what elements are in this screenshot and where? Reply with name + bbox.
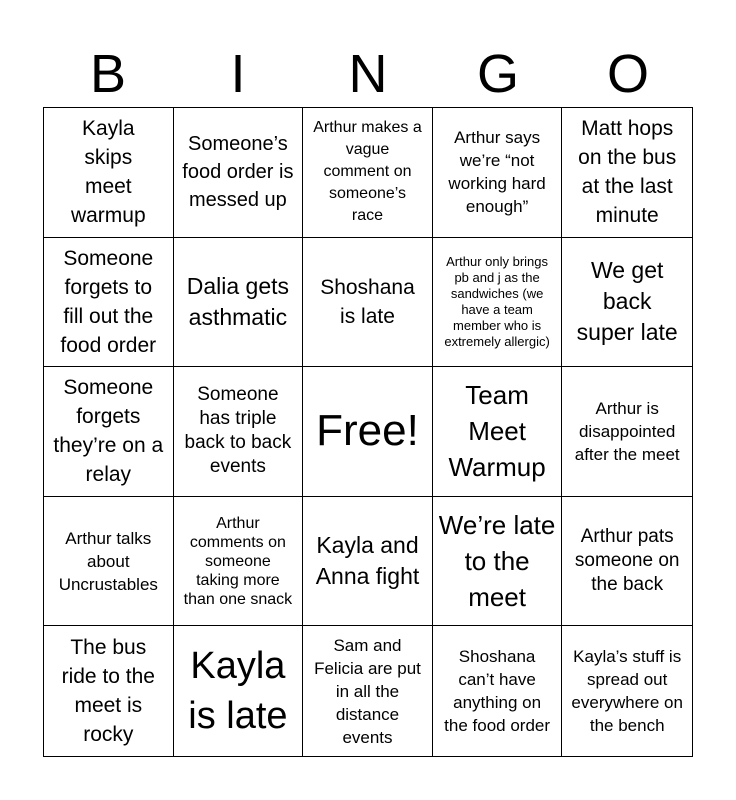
cell-text: Someone’s food order is messed up [182, 133, 294, 212]
bingo-cell[interactable] [433, 108, 563, 238]
bingo-cell[interactable] [433, 367, 563, 497]
cell-text: Shoshana can’t have anything on the food order [444, 647, 551, 736]
cell-text: Matt hops on the bus at the last minute [578, 117, 677, 228]
bingo-cell[interactable] [44, 108, 174, 238]
bingo-cell[interactable] [303, 497, 433, 627]
bingo-cell[interactable] [174, 108, 304, 238]
header-letter-o: O [606, 44, 649, 104]
cell-text: Shoshana is late [320, 275, 415, 328]
bingo-cell[interactable] [562, 497, 692, 627]
cell-text: Arthur talks about Uncrustables [58, 528, 158, 594]
cell-text: Team Meet Warmup [448, 380, 546, 483]
bingo-cell[interactable] [433, 238, 563, 368]
cell-text: Kayla and Anna fight [315, 532, 420, 590]
cell-text: Kayla’s stuff is spread out everywhere on the bench [571, 647, 683, 736]
bingo-header [43, 40, 693, 108]
cell-text: Arthur says we’re “not working hard enough” [448, 128, 546, 217]
cell-text: The bus ride to the meet is rocky [61, 636, 155, 747]
header-letter-n: N [348, 44, 388, 104]
bingo-cell[interactable] [44, 497, 174, 627]
cell-text: Arthur only brings pb and j as the sandwiches (we have a team member who is extremely allergic) [444, 253, 550, 349]
cell-text: Arthur comments on someone taking more than one snack [183, 514, 293, 608]
bingo-cell[interactable] [433, 497, 563, 627]
bingo-cell[interactable] [303, 238, 433, 368]
cell-text: Someone forgets to fill out the food order [60, 246, 157, 357]
bingo-cell[interactable] [174, 367, 304, 497]
bingo-cell[interactable] [44, 626, 174, 756]
cell-text: Arthur pats someone on the back [574, 526, 680, 596]
header-letter-b: B [89, 44, 127, 104]
bingo-cell[interactable] [44, 238, 174, 368]
cell-text: Kayla is late [188, 645, 288, 738]
bingo-cell[interactable] [433, 626, 563, 756]
free-space[interactable] [303, 367, 433, 497]
cell-text: Arthur is disappointed after the meet [574, 398, 680, 464]
cell-text: Arthur makes a vague comment on someone’s race [313, 119, 422, 225]
bingo-cell[interactable] [174, 497, 304, 627]
bingo-cell[interactable] [562, 108, 692, 238]
bingo-cell[interactable] [44, 367, 174, 497]
cell-text: We’re late to the meet [438, 510, 556, 613]
bingo-cell[interactable] [562, 626, 692, 756]
cell-text: Someone forgets they’re on a relay [53, 376, 164, 487]
bingo-cell[interactable] [562, 238, 692, 368]
cell-text: Kayla skips meet warmup [70, 117, 146, 228]
cell-text: Dalia gets asthmatic [186, 272, 290, 330]
bingo-cell[interactable] [174, 626, 304, 756]
header-letter-i: I [230, 44, 246, 104]
bingo-cell[interactable] [303, 626, 433, 756]
cell-text: Someone has triple back to back events [184, 384, 292, 478]
bingo-cell[interactable] [303, 108, 433, 238]
cell-text: Free! [316, 406, 419, 456]
cell-text: We get back super late [576, 257, 678, 346]
header-letter-g: G [476, 44, 519, 104]
cell-text: Sam and Felicia are put in all the distance events [314, 635, 421, 747]
bingo-cell[interactable] [174, 238, 304, 368]
bingo-cell[interactable] [562, 367, 692, 497]
bingo-grid [43, 107, 693, 757]
